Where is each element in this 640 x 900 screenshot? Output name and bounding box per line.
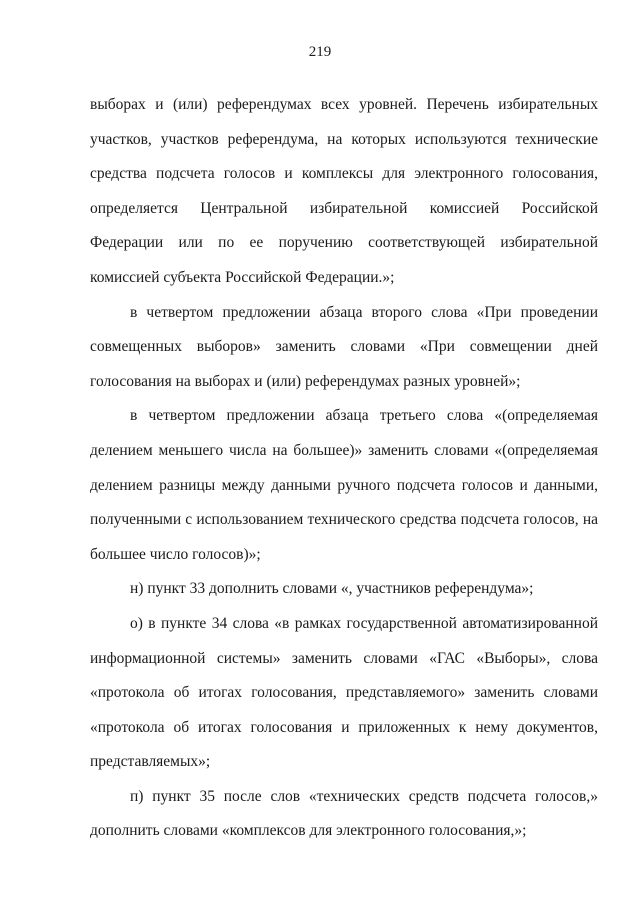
paragraph-item-n: н) пункт 33 дополнить словами «, участников референдума»; (130, 580, 534, 598)
paragraph-item-p: п) пункт 35 после слов «технических средств подсчета голосов,» дополнить словами «комплексов для электронного голосования,»; (90, 787, 598, 840)
document-body (90, 88, 598, 849)
paragraph-amendment-second-abzac: в четвертом предложении абзаца второго слова «При проведении совмещенных выборов» заменить словами «При совмещении дней голосования на выборах и (или) референдумах разных уровней»; (90, 303, 598, 390)
page-number: 219 (308, 44, 332, 60)
paragraph-amendment-third-abzac: в четвертом предложении абзаца третьего слова «(определяемая делением меньшего числа на большее)» заменить словами «(определяемая делением разницы между данными ручного подсчета голосов и данными, полученными с использованием технического средства подсчета голосов, на большее число голосов)»; (90, 407, 598, 563)
paragraph-continuation: выборах и (или) референдумах всех уровней. Перечень избирательных участков, участков референдума, на которых используются технические средства подсчета голосов и комплексы для электронного голосования, определяется Центральной избирательной комиссией Российской Федерации или по ее поручению соответствующей избирательной комиссией субъекта Российской Федерации.»; (90, 96, 598, 286)
paragraph-item-o: о) в пункте 34 слова «в рамках государственной автоматизированной информационной системы» заменить словами «ГАС «Выборы», слова «протокола об итогах голосования, представляемого» заменить словами «протокола об итогах голосования и приложенных к нему документов, представляемых»; (90, 614, 598, 771)
